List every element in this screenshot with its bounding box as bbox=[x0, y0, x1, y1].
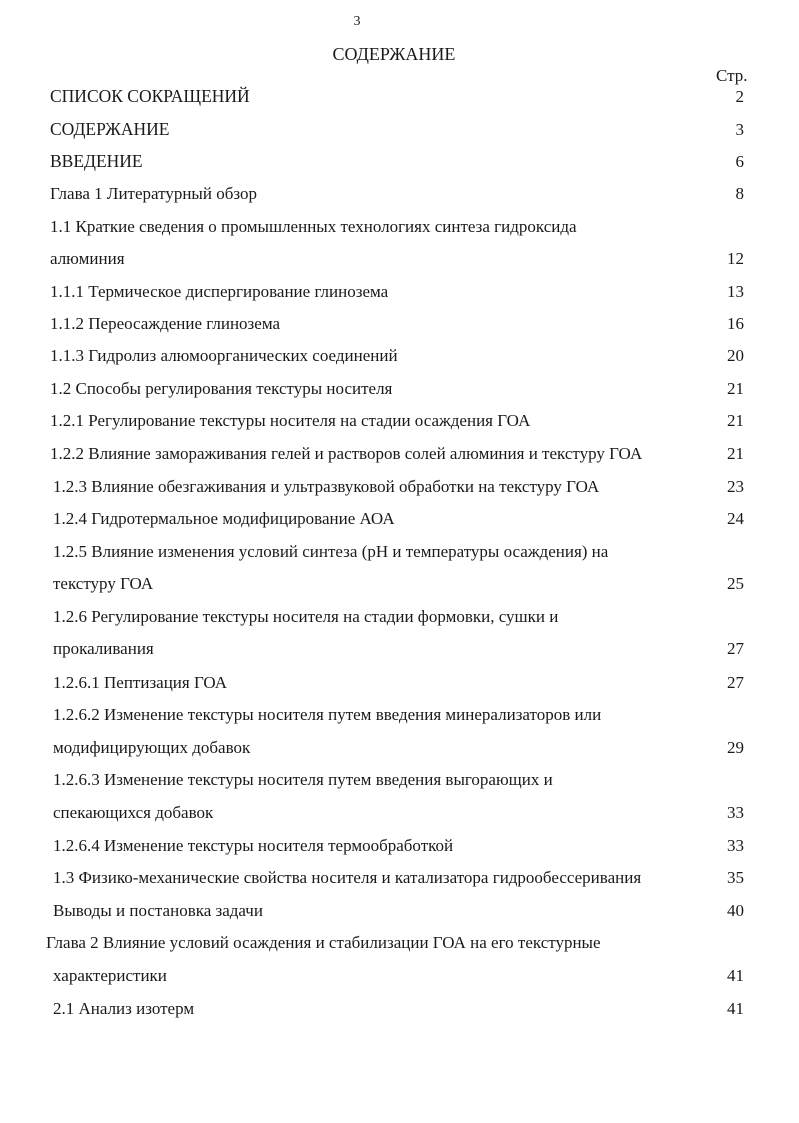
toc-entry-text: Глава 1 Литературный обзор bbox=[50, 184, 257, 203]
toc-entry-page: 27 bbox=[727, 639, 744, 658]
toc-entry-page: 24 bbox=[727, 509, 744, 528]
toc-entry-page: 35 bbox=[727, 868, 744, 887]
toc-title: СОДЕРЖАНИЕ bbox=[332, 44, 456, 64]
toc-entry-page: 25 bbox=[727, 574, 744, 593]
toc-entry-page: 27 bbox=[727, 673, 744, 692]
toc-entry-text: модифицирующих добавок bbox=[53, 738, 251, 757]
toc-entry-page: 6 bbox=[735, 152, 744, 171]
toc-entry-text: 1.2.6.2 Изменение текстуры носителя путем введения минерализаторов или bbox=[53, 705, 602, 724]
toc-entry-page: 21 bbox=[727, 379, 744, 398]
toc-entry-text: 2.1 Анализ изотерм bbox=[53, 999, 195, 1018]
toc-entry-page: 21 bbox=[727, 444, 744, 463]
toc-entry-page: 13 bbox=[727, 282, 744, 301]
toc-entry-page: 3 bbox=[735, 120, 744, 139]
toc-entry-text: 1.2.5 Влияние изменения условий синтеза (рН и температуры осаждения) на bbox=[53, 542, 609, 561]
toc-entry-text: 1.1.2 Переосаждение глинозема bbox=[50, 314, 281, 333]
toc-entry-text: 1.1.3 Гидролиз алюмоорганических соединений bbox=[50, 346, 398, 365]
toc-entry-text: 1.2.4 Гидротермальное модифицирование АОА bbox=[53, 509, 395, 528]
toc-entry-page: 16 bbox=[727, 314, 744, 333]
toc-entry-text: характеристики bbox=[53, 966, 167, 985]
toc-entry-page: 41 bbox=[727, 999, 744, 1018]
toc-entry-text: 1.3 Физико-механические свойства носителя и катализатора гидрообессеривания bbox=[53, 868, 642, 887]
toc-entry-page: 41 bbox=[727, 966, 744, 985]
toc-entry-text: 1.2 Способы регулирования текстуры носителя bbox=[50, 379, 393, 398]
toc-entry-page: 23 bbox=[727, 477, 744, 496]
toc-entry-text: 1.2.6.1 Пептизация ГОА bbox=[53, 673, 228, 692]
toc-entry-text: алюминия bbox=[50, 249, 125, 268]
toc-entry-text: Глава 2 Влияние условий осаждения и стабилизации ГОА на его текстурные bbox=[46, 933, 601, 952]
toc-entry-page: 8 bbox=[735, 184, 744, 203]
toc-entry-page: 40 bbox=[727, 901, 744, 920]
page-number: 3 bbox=[353, 14, 361, 29]
toc-entry-page: 2 bbox=[735, 87, 744, 106]
toc-entry-page: 20 bbox=[727, 346, 744, 365]
toc-entry-text: 1.2.6.4 Изменение текстуры носителя термообработкой bbox=[53, 836, 454, 855]
toc-entry-text: прокаливания bbox=[53, 639, 154, 658]
toc-entry-text: 1.2.1 Регулирование текстуры носителя на стадии осаждения ГОА bbox=[50, 411, 531, 430]
page-column-header: Стр. bbox=[716, 66, 748, 85]
toc-entry-text: 1.2.3 Влияние обезгаживания и ультразвуковой обработки на текстуру ГОА bbox=[53, 477, 600, 496]
toc-entry-text: текстуру ГОА bbox=[53, 574, 154, 593]
toc-entry-text: СПИСОК СОКРАЩЕНИЙ bbox=[50, 86, 250, 106]
toc-entry-text: Выводы и постановка задачи bbox=[53, 901, 263, 920]
toc-entry-text: 1.2.6.3 Изменение текстуры носителя путем введения выгорающих и bbox=[53, 770, 553, 789]
toc-entry-text: СОДЕРЖАНИЕ bbox=[50, 119, 170, 139]
toc-entry-text: 1.1.1 Термическое диспергирование глинозема bbox=[50, 282, 389, 301]
toc-entry-page: 29 bbox=[727, 738, 744, 757]
toc-entry-page: 33 bbox=[727, 803, 744, 822]
toc-entry-text: 1.2.6 Регулирование текстуры носителя на стадии формовки, сушки и bbox=[53, 607, 559, 626]
toc-entry-text: спекающихся добавок bbox=[53, 803, 214, 822]
toc-entry-page: 12 bbox=[727, 249, 744, 268]
toc-entry-text: ВВЕДЕНИЕ bbox=[50, 151, 143, 171]
toc-entry-text: 1.1 Краткие сведения о промышленных технологиях синтеза гидроксида bbox=[50, 217, 577, 236]
toc-entry-page: 33 bbox=[727, 836, 744, 855]
toc-entry-text: 1.2.2 Влияние замораживания гелей и растворов солей алюминия и текстуру ГОА bbox=[50, 444, 643, 463]
toc-entry-page: 21 bbox=[727, 411, 744, 430]
